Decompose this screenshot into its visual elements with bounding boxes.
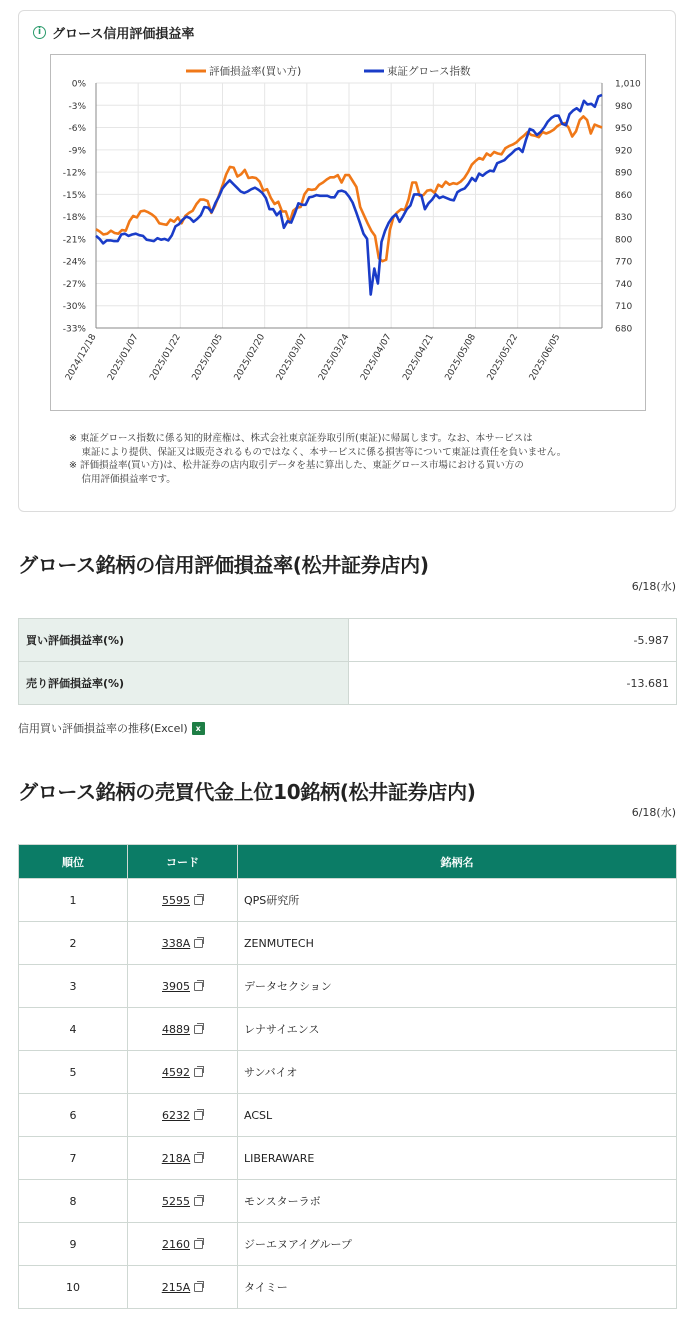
code-cell [128, 1137, 238, 1180]
chart-frame [50, 54, 646, 411]
rank-cell: 10 [19, 1266, 128, 1309]
copy-icon[interactable] [194, 896, 203, 905]
y-right-tick-label: 920 [615, 146, 633, 157]
y-left-tick-label: -12% [62, 168, 86, 179]
eval-date: 6/18(水) [631, 580, 676, 593]
stock-code-link[interactable]: 6232 [162, 1108, 190, 1122]
sell-eval-value: -13.681 [349, 662, 677, 705]
y-left-tick-label: -3% [68, 101, 86, 112]
table-row [19, 1223, 677, 1266]
code-cell [128, 1051, 238, 1094]
stock-code-link[interactable]: 218A [161, 1151, 191, 1165]
rank-cell: 3 [19, 965, 128, 1008]
table-row [19, 922, 677, 965]
header-rank: 順位 [19, 845, 128, 879]
info-icon[interactable]: i [33, 26, 46, 39]
y-right-tick-label: 1,010 [615, 79, 641, 90]
y-right-tick-label: 890 [615, 168, 633, 179]
line-chart [51, 55, 645, 410]
excel-icon[interactable]: x [192, 722, 205, 735]
chart-card-title [33, 23, 194, 42]
excel-link-text[interactable]: 信用買い評価損益率の推移(Excel) [18, 722, 188, 735]
stock-code-link[interactable]: 338A [161, 936, 191, 950]
code-cell [128, 1223, 238, 1266]
x-tick-label: 2025/03/07 [274, 332, 310, 383]
stock-code-link[interactable]: 215A [161, 1280, 191, 1294]
rank-cell: 6 [19, 1094, 128, 1137]
eval-section-title: グロース銘柄の信用評価損益率(松井証券店内) [18, 553, 429, 577]
table-row [19, 1051, 677, 1094]
y-left-tick-label: -6% [68, 124, 86, 135]
x-tick-label: 2024/12/18 [64, 332, 99, 383]
rank-cell: 4 [19, 1008, 128, 1051]
code-cell [128, 922, 238, 965]
stock-code-link[interactable]: 2160 [162, 1237, 190, 1251]
table-row [19, 879, 677, 922]
copy-icon[interactable] [194, 1068, 203, 1077]
copy-icon[interactable] [194, 982, 203, 991]
note-line: ※ 評価損益率(買い方)は、松井証券の店内取引データを基に算出した、東証グロース市場における買い方の [69, 460, 524, 471]
y-right-tick-label: 950 [615, 124, 633, 135]
excel-download-link[interactable] [18, 720, 205, 736]
y-right-tick-label: 830 [615, 213, 633, 224]
code-cell [128, 1180, 238, 1223]
copy-icon[interactable] [194, 1240, 203, 1249]
code-cell [128, 879, 238, 922]
copy-icon[interactable] [194, 1197, 203, 1206]
code-cell [128, 1008, 238, 1051]
y-right-tick-label: 860 [615, 190, 633, 201]
rank-cell: 1 [19, 879, 128, 922]
chart-card [18, 10, 676, 512]
table-row [19, 1180, 677, 1223]
rank-cell: 2 [19, 922, 128, 965]
buy-eval-label: 買い評価損益率(%) [19, 619, 349, 662]
buy-eval-value: -5.987 [349, 619, 677, 662]
x-tick-label: 2025/02/05 [190, 332, 226, 383]
table-row [19, 1137, 677, 1180]
stock-name-cell: データセクション [238, 965, 677, 1008]
y-left-tick-label: -9% [68, 146, 86, 157]
x-tick-label: 2025/05/22 [485, 332, 521, 383]
eval-table [18, 618, 677, 705]
copy-icon[interactable] [194, 1111, 203, 1120]
stock-name-cell: サンバイオ [238, 1051, 677, 1094]
y-right-tick-label: 980 [615, 101, 633, 112]
header-name: 銘柄名 [238, 845, 677, 879]
ranking-section-title: グロース銘柄の売買代金上位10銘柄(松井証券店内) [18, 780, 476, 804]
rank-cell: 5 [19, 1051, 128, 1094]
y-right-tick-label: 680 [615, 324, 633, 335]
ranking-date: 6/18(水) [631, 806, 676, 819]
x-tick-label: 2025/02/20 [232, 332, 268, 383]
stock-name-cell: ZENMUTECH [238, 922, 677, 965]
x-tick-label: 2025/04/07 [359, 332, 394, 383]
stock-code-link[interactable]: 4592 [162, 1065, 190, 1079]
y-left-tick-label: -30% [62, 302, 86, 313]
header-code: コード [128, 845, 238, 879]
x-tick-label: 2025/06/05 [527, 332, 563, 383]
y-right-tick-label: 740 [615, 279, 633, 290]
y-left-tick-label: -33% [62, 324, 86, 335]
y-left-tick-label: 0% [71, 79, 86, 90]
x-tick-label: 2025/03/24 [317, 332, 352, 383]
table-row [19, 662, 677, 705]
stock-code-link[interactable]: 4889 [162, 1022, 190, 1036]
y-left-tick-label: -18% [62, 213, 86, 224]
stock-code-link[interactable]: 5255 [162, 1194, 190, 1208]
stock-name-cell: ジーエヌアイグループ [238, 1223, 677, 1266]
copy-icon[interactable] [194, 1025, 203, 1034]
table-row [19, 965, 677, 1008]
x-tick-label: 2025/04/21 [401, 332, 436, 383]
x-tick-label: 2025/01/22 [148, 332, 183, 383]
stock-code-link[interactable]: 3905 [162, 979, 190, 993]
ranking-table [18, 844, 677, 1309]
rank-cell: 8 [19, 1180, 128, 1223]
rank-cell: 9 [19, 1223, 128, 1266]
y-right-tick-label: 710 [615, 302, 633, 313]
code-cell [128, 1094, 238, 1137]
y-right-tick-label: 800 [615, 235, 633, 246]
chart-card-title-text: グロース信用評価損益率 [52, 27, 195, 42]
copy-icon[interactable] [194, 939, 203, 948]
x-tick-label: 2025/01/07 [106, 332, 141, 383]
legend-label: 東証グロース指数 [387, 65, 471, 78]
table-row [19, 1008, 677, 1051]
legend-label: 評価損益率(買い方) [209, 65, 302, 78]
stock-name-cell: QPS研究所 [238, 879, 677, 922]
stock-name-cell: タイミー [238, 1266, 677, 1309]
sell-eval-label: 売り評価損益率(%) [19, 662, 349, 705]
y-left-tick-label: -24% [62, 257, 86, 268]
note-line: 信用評価損益率です。 [69, 473, 176, 485]
y-left-tick-label: -27% [62, 279, 86, 290]
y-right-tick-label: 770 [615, 257, 633, 268]
stock-name-cell: ACSL [238, 1094, 677, 1137]
stock-name-cell: LIBERAWARE [238, 1137, 677, 1180]
note-line: ※ 東証グロース指数に係る知的財産権は、株式会社東京証券取引所(東証)に帰属します。なお、本サービスは [69, 433, 533, 444]
note-line: 東証により提供、保証又は販売されるものではなく、本サービスに係る損害等について東証は責任を負いません。 [69, 446, 567, 458]
copy-icon[interactable] [194, 1154, 203, 1163]
code-cell [128, 1266, 238, 1309]
table-row [19, 619, 677, 662]
y-left-tick-label: -15% [62, 190, 86, 201]
table-header-row [19, 845, 677, 879]
table-row [19, 1266, 677, 1309]
y-left-tick-label: -21% [62, 235, 86, 246]
stock-code-link[interactable]: 5595 [162, 893, 190, 907]
x-tick-label: 2025/05/08 [443, 332, 479, 383]
copy-icon[interactable] [194, 1283, 203, 1292]
chart-notes [69, 432, 639, 486]
stock-name-cell: レナサイエンス [238, 1008, 677, 1051]
rank-cell: 7 [19, 1137, 128, 1180]
code-cell [128, 965, 238, 1008]
table-row [19, 1094, 677, 1137]
stock-name-cell: モンスターラボ [238, 1180, 677, 1223]
